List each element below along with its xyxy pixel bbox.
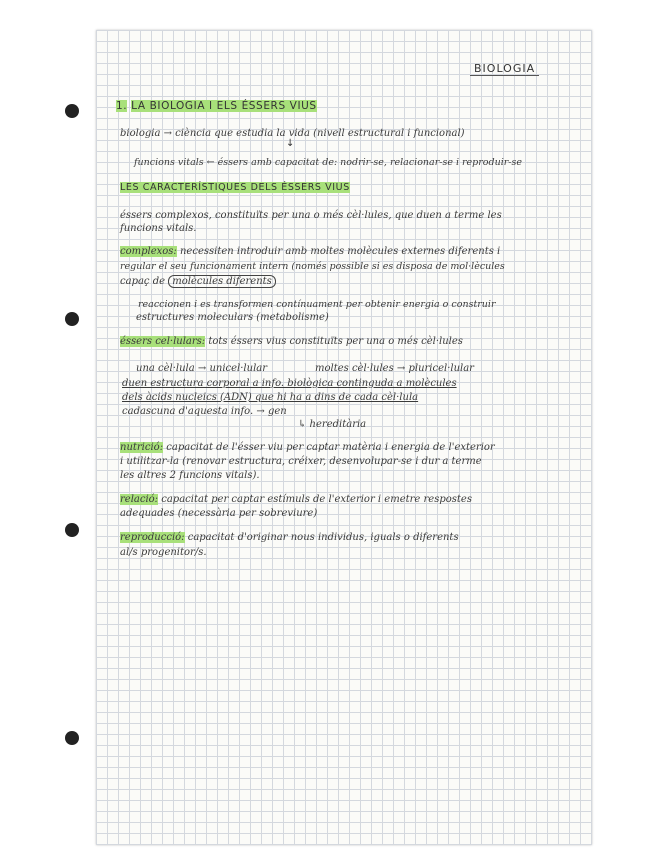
section-heading xyxy=(120,182,350,193)
term-relacio: relació: xyxy=(120,494,159,505)
note-line xyxy=(120,442,495,453)
note-line: moltes cèl·lules → pluricel·lular xyxy=(315,363,474,374)
note-line: estructures moleculars (metabolisme) xyxy=(136,312,329,323)
note-line xyxy=(120,246,500,257)
boxed-term: molècules diferents xyxy=(168,275,276,288)
note-line: duen estructura corporal a info. biològica continguda a molècules xyxy=(122,378,457,389)
note-line: ↳ hereditària xyxy=(298,419,367,430)
section-heading-text: LES CARACTERÍSTIQUES DELS ÉSSERS VIUS xyxy=(120,182,350,193)
note-line: regular el seu funcionament intern (només possible si es disposa de mol·lècules xyxy=(120,261,505,272)
title-number: 1. xyxy=(116,100,128,112)
note-text: capacitat per captar estímuls de l'exterior i emetre respostes xyxy=(161,494,472,505)
note-text: capacitat de l'ésser viu per captar matèria i energia de l'exterior xyxy=(166,442,495,453)
note-text: necessiten introduir amb moltes molècules externes diferents i xyxy=(179,246,501,257)
note-line: i utilitzar-la (renovar estructura, créixer, desenvolupar-se i dur a terme xyxy=(120,456,482,467)
binder-hole-1 xyxy=(65,104,79,118)
term-reproduccio: reproducció: xyxy=(120,532,185,543)
term-nutricio: nutrició: xyxy=(120,442,164,453)
note-text: capacitat d'originar nous individus, iguals o diferents xyxy=(187,532,459,543)
note-line: al/s progenitor/s. xyxy=(120,547,207,558)
binder-hole-3 xyxy=(65,523,79,537)
term-complexos: complexos: xyxy=(120,246,177,257)
note-line xyxy=(120,532,459,543)
note-line: biologia → ciència que estudia la vida (nivell estructural i funcional) xyxy=(120,128,465,139)
binder-hole-4 xyxy=(65,731,79,745)
notebook-page xyxy=(96,30,592,845)
term-essers-cellulars: éssers cel·lulars: xyxy=(120,336,206,347)
note-line xyxy=(120,336,463,347)
note-line: adequades (necessària per sobreviure) xyxy=(120,508,318,519)
note-line: reaccionen i es transformen contínuament per obtenir energia o construir xyxy=(138,299,496,310)
note-line: éssers complexos, constituïts per una o més cèl·lules, que duen a terme les xyxy=(120,210,502,221)
binder-hole-2 xyxy=(65,312,79,326)
note-line xyxy=(120,276,276,287)
note-line: cadascuna d'aquesta info. → gen xyxy=(122,406,287,417)
note-text: capaç de xyxy=(120,276,166,287)
down-arrow-icon: ↓ xyxy=(286,138,295,149)
note-line: una cèl·lula → unicel·lular xyxy=(136,363,268,374)
note-line xyxy=(120,494,472,505)
note-line: funcions vitals. xyxy=(120,223,197,234)
note-line: funcions vitals ← éssers amb capacitat de: nodrir-se, relacionar-se i reproduir-se xyxy=(134,157,523,168)
note-line: dels àcids nucleics (ADN) que hi ha a dins de cada cèl·lula xyxy=(122,392,419,403)
subject-label: BIOLOGIA xyxy=(470,62,539,76)
title-text: LA BIOLOGIA I ELS ÉSSERS VIUS xyxy=(131,100,317,112)
page-title xyxy=(116,100,317,112)
note-text: tots éssers vius constituïts per una o més cèl·lules xyxy=(208,336,463,347)
note-line: les altres 2 funcions vitals). xyxy=(120,470,260,481)
